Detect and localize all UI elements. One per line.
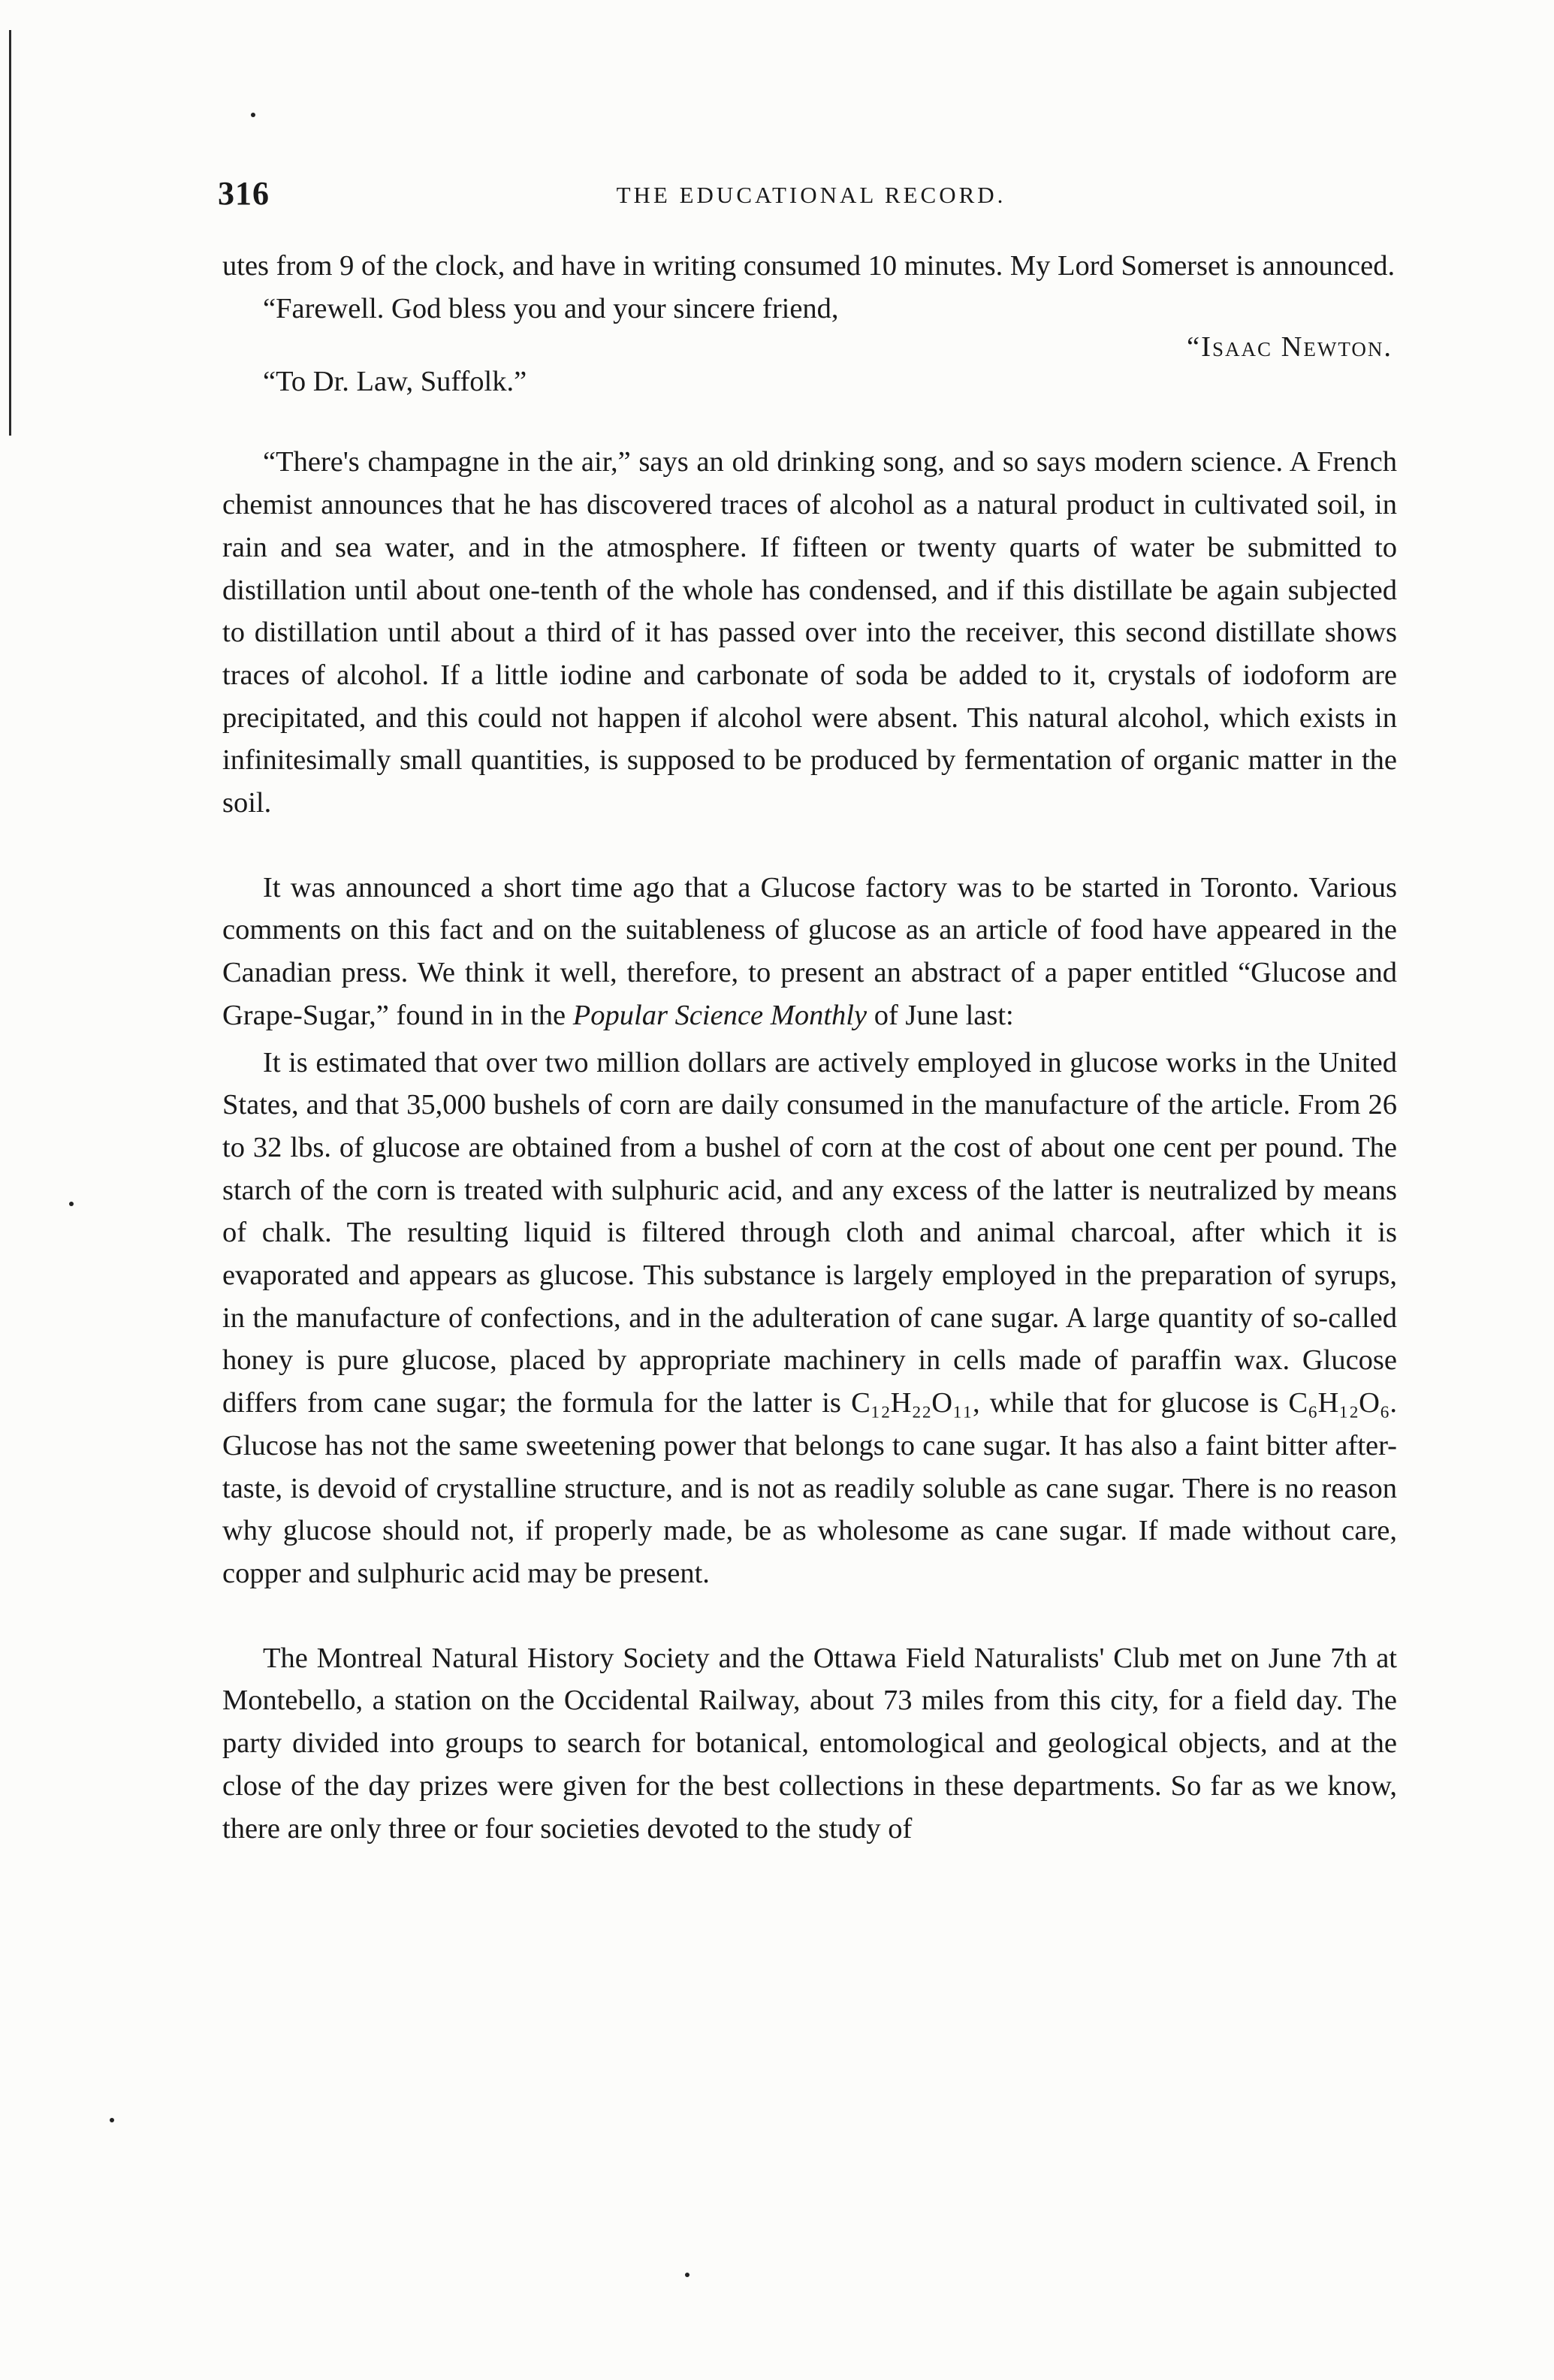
champagne-paragraph: “There's champagne in the air,” says an old drinking song, and so says modern science. A French chemist announces that he has discovered traces of alcohol as a natural product in cultivated soil, in rain and sea water, and in the atmosphere. If fifteen or twenty quarts of water be submitted to distillation until about one-tenth of the whole has condensed, and if this distillate be again subjected to distillation until about a third of it has passed over into the receiver, this second distillate shows traces of alcohol. If a little iodine and carbonate of soda be added to it, crystals of iodoform are precipitated, and this could not happen if alcohol were absent. This natural alcohol, which exists in infinitesimally small quantities, is supposed to be produced by fermentation of organic matter in the soil. — [222, 446, 1397, 819]
naturalists-paragraph: The Montreal Natural History Society and the Ottawa Field Naturalists' Club met on June 7th at Montebello, a station on the Occidental Railway, about 73 miles from this city, for a field day. The party divided into groups to search for botanical, entomological and geological objects, and at the close of the day prizes were given for the best collections in these departments. So far as we know, there are only three or four societies devoted to the study of — [222, 1642, 1397, 1845]
letter-closing: “Farewell. God bless you and your sincere friend, — [263, 292, 839, 324]
letter-signature: “Isaac Newton. — [1187, 331, 1393, 363]
section-spacer — [222, 399, 1397, 441]
glucose-intro-text: It was announced a short time ago that a Glucose factory was to be started in Toronto. Various comments on this fact and on the suitableness of glucose as an article of food have appeared in the Canadian press. We think it well, therefore, to present an abstract of a paper entitled “Glucose and Grape-Sugar,” found in in the — [222, 871, 1397, 1031]
journal-title: Popular Science Monthly — [572, 999, 868, 1031]
page-header — [218, 174, 1405, 219]
ink-speck — [251, 113, 255, 117]
page-number: 316 — [218, 175, 270, 212]
binding-edge-line — [9, 30, 11, 436]
ink-speck — [69, 1202, 74, 1206]
section-spacer — [222, 825, 1397, 867]
running-head: THE EDUCATIONAL RECORD. — [616, 182, 1006, 208]
section-spacer — [222, 1595, 1397, 1637]
ink-speck — [110, 2118, 114, 2122]
glucose-intro-paragraph — [222, 867, 1397, 1037]
letter-address: “To Dr. Law, Suffolk.” — [263, 366, 527, 398]
ink-speck — [685, 2273, 689, 2277]
page-body — [222, 245, 1397, 1850]
glucose-abstract-paragraph: It is estimated that over two million dollars are actively employed in glucose works in the United States, and that 35,000 bushels of corn are daily consumed in the manufacture of the article. From 26 to 32 lbs. of glucose are obtained from a bushel of corn at the cost of about one cent per pound. The starch of the corn is treated with sulphuric acid, and any excess of the latter is neutralized by means of chalk. The resulting liquid is filtered through cloth and animal charcoal, after which it is evaporated and appears as glucose. This substance is largely employed in the preparation of syrups, in the manufacture of confections, and in the adulteration of cane sugar. A large quantity of so-called honey is pure glucose, placed by appropriate machinery in cells made of paraffin wax. Glucose differs from cane sugar; the formula for the latter is C₁₂H₂₂O₁₁, while that for glucose is C₆H₁₂O₆. Glucose has not the same sweetening power that belongs to cane sugar. It has also a faint bitter after-taste, is devoid of crystalline structure, and is not as readily soluble as cane sugar. There is no reason why glucose should not, if properly made, be as wholesome as cane sugar. If made without care, copper and sulphuric acid may be present. — [222, 1046, 1397, 1589]
glucose-intro-tail: of June last: — [867, 999, 1014, 1031]
letter-continuation: utes from 9 of the clock, and have in writing consumed 10 minutes. My Lord Somerset is announced. — [222, 250, 1396, 282]
